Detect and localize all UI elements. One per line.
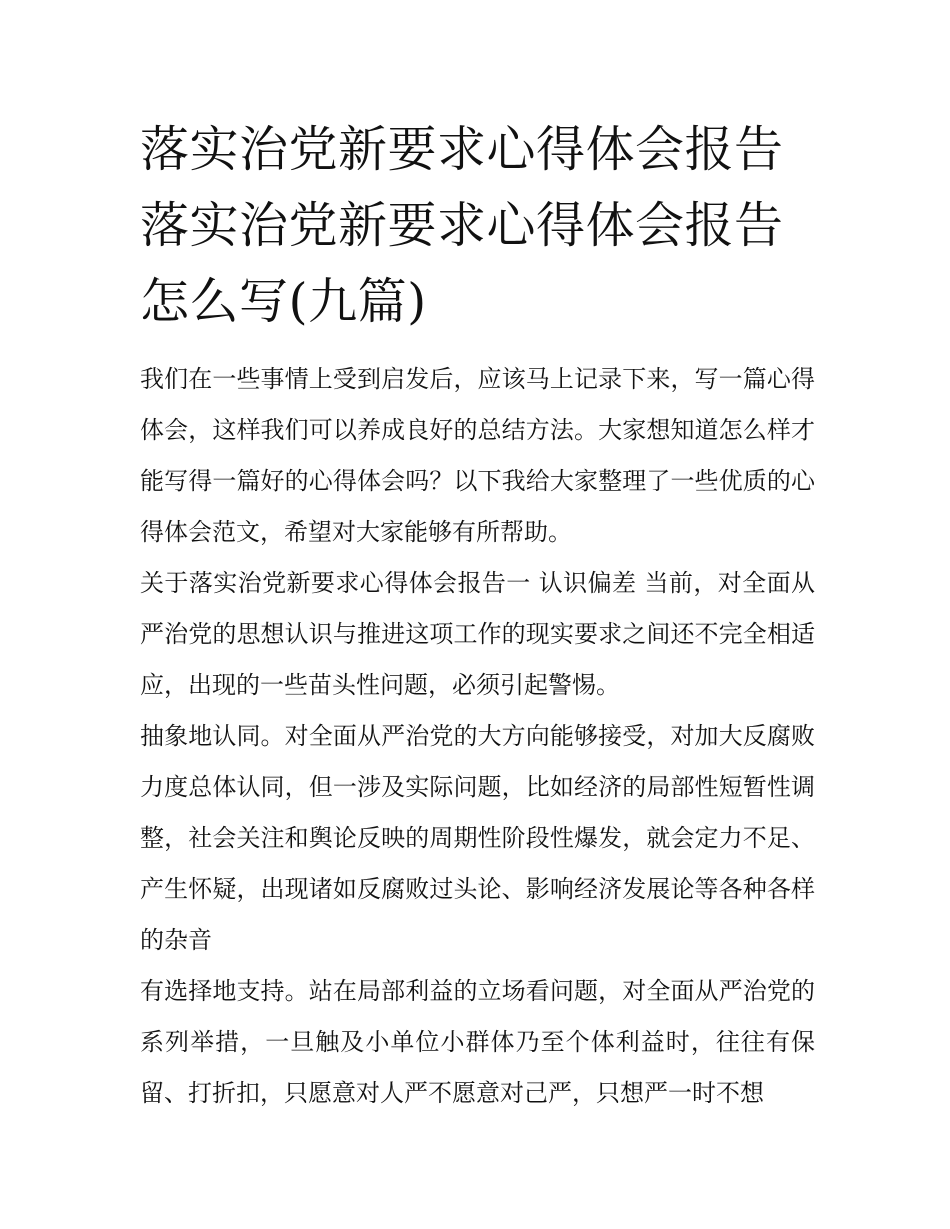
paragraph-abstract-recognition: 抽象地认同。对全面从严治党的大方向能够接受，对加大反腐败力度总体认同，但一涉及实际问题，比如经济的局部性短暂性调整，社会关注和舆论反映的周期性阶段性爆发，就会定力不足、产生怀疑，出现诸如反腐败过头论、影响经济发展论等各种各样的杂音 — [140, 722, 815, 954]
paragraph-intro: 我们在一些事情上受到启发后，应该马上记录下来，写一篇心得体会，这样我们可以养成良好的总结方法。大家想知道怎么样才能写得一篇好的心得体会吗？以下我给大家整理了一些优质的心得体会范文，希望对大家能够有所帮助。 — [140, 365, 815, 546]
document-title: 落实治党新要求心得体会报告落实治党新要求心得体会报告怎么写(九篇) — [140, 121, 784, 330]
document-body — [140, 112, 815, 1119]
paragraph-cognitive-deviation: 关于落实治党新要求心得体会报告一 认识偏差 当前，对全面从严治党的思想认识与推进这项工作的现实要求之间还不完全相适应，出现的一些苗头性问题，必须引起警惕。 — [140, 569, 815, 699]
paragraph-selective-support: 有选择地支持。站在局部利益的立场看问题，对全面从严治党的系列举措，一旦触及小单位小群体乃至个体利益时，往往有保留、打折扣，只愿意对人严不愿意对己严，只想严一时不想 — [140, 977, 815, 1107]
